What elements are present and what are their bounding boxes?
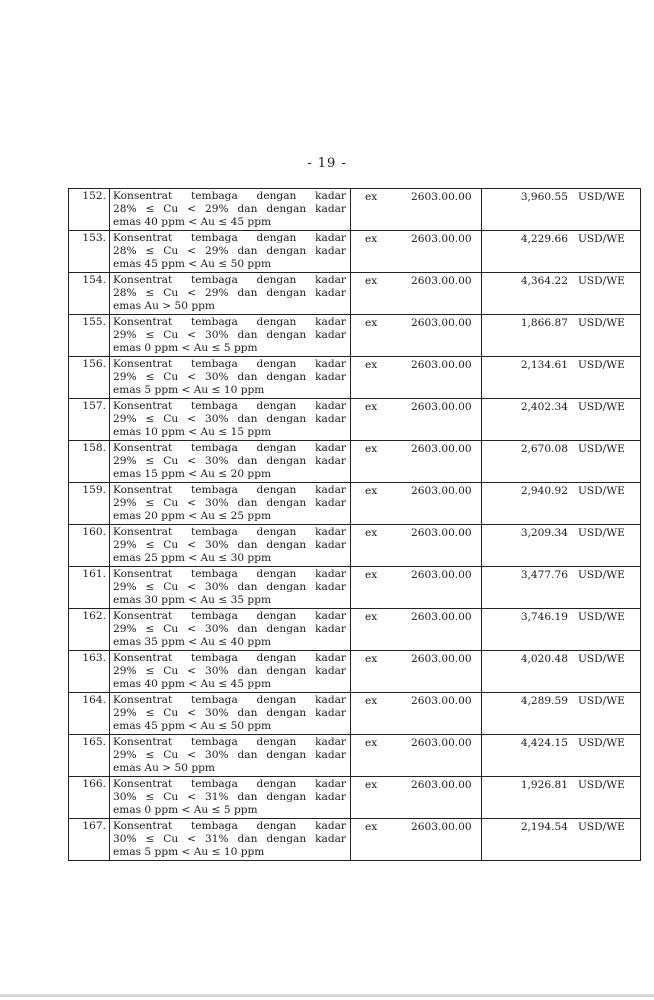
ex-prefix: ex (365, 485, 378, 497)
description-line: emas 5 ppm < Au ≤ 10 ppm (113, 384, 265, 396)
reference-price-cell (482, 441, 641, 483)
price-value: 4,020.48 (520, 653, 568, 665)
table-row (69, 735, 641, 777)
page-number: - 19 - (307, 156, 347, 171)
product-description (110, 819, 351, 861)
product-description (110, 567, 351, 609)
ex-prefix: ex (365, 233, 378, 245)
description-line: emas 30 ppm < Au ≤ 35 ppm (113, 594, 272, 606)
reference-price-cell (482, 777, 641, 819)
table-row (69, 819, 641, 861)
price-unit: USD/WE (578, 779, 625, 791)
product-description (110, 777, 351, 819)
price-unit: USD/WE (578, 191, 625, 203)
price-value: 2,670.08 (520, 443, 568, 455)
hs-code-cell (351, 189, 482, 231)
product-description (110, 525, 351, 567)
price-unit: USD/WE (578, 653, 625, 665)
table-row (69, 315, 641, 357)
price-unit: USD/WE (578, 359, 625, 371)
hs-code: 2603.00.00 (411, 485, 472, 497)
price-value: 4,229.66 (520, 233, 568, 245)
price-value: 1,866.87 (520, 317, 568, 329)
description-line: emas 5 ppm < Au ≤ 10 ppm (113, 846, 265, 858)
row-number: 161. (69, 567, 110, 609)
description-line: 29% ≤ Cu < 30% dan dengan kadar (113, 539, 346, 551)
hs-code-cell (351, 609, 482, 651)
row-number: 160. (69, 525, 110, 567)
reference-price-cell (482, 735, 641, 777)
product-description (110, 189, 351, 231)
reference-price-cell (482, 357, 641, 399)
price-unit: USD/WE (578, 275, 625, 287)
hs-code-cell (351, 525, 482, 567)
description-line: 29% ≤ Cu < 30% dan dengan kadar (113, 749, 346, 761)
table-row (69, 525, 641, 567)
price-value: 4,289.59 (520, 695, 568, 707)
hs-code-cell (351, 315, 482, 357)
description-line: Konsentrat tembaga dengan kadar (113, 652, 346, 664)
row-number: 153. (69, 231, 110, 273)
description-line: Konsentrat tembaga dengan kadar (113, 568, 346, 580)
row-number: 167. (69, 819, 110, 861)
row-number: 154. (69, 273, 110, 315)
description-line: 29% ≤ Cu < 30% dan dengan kadar (113, 707, 346, 719)
product-description (110, 315, 351, 357)
price-value: 2,940.92 (520, 485, 568, 497)
hs-code: 2603.00.00 (411, 317, 472, 329)
product-description (110, 231, 351, 273)
table-row (69, 231, 641, 273)
table-row (69, 567, 641, 609)
ex-prefix: ex (365, 359, 378, 371)
description-line: 29% ≤ Cu < 30% dan dengan kadar (113, 623, 346, 635)
reference-price-cell (482, 819, 641, 861)
description-line: Konsentrat tembaga dengan kadar (113, 526, 346, 538)
description-line: 28% ≤ Cu < 29% dan dengan kadar (113, 287, 346, 299)
reference-price-cell (482, 651, 641, 693)
description-line: Konsentrat tembaga dengan kadar (113, 610, 346, 622)
hs-code-cell (351, 483, 482, 525)
row-number: 162. (69, 609, 110, 651)
reference-price-cell (482, 525, 641, 567)
ex-prefix: ex (365, 191, 378, 203)
hs-code: 2603.00.00 (411, 821, 472, 833)
table-row (69, 609, 641, 651)
price-value: 2,402.34 (520, 401, 568, 413)
row-number: 163. (69, 651, 110, 693)
description-line: 29% ≤ Cu < 30% dan dengan kadar (113, 455, 346, 467)
hs-code-cell (351, 357, 482, 399)
description-line: 29% ≤ Cu < 30% dan dengan kadar (113, 497, 346, 509)
reference-price-cell (482, 693, 641, 735)
description-line: Konsentrat tembaga dengan kadar (113, 442, 346, 454)
ex-prefix: ex (365, 527, 378, 539)
table-row (69, 483, 641, 525)
price-unit: USD/WE (578, 317, 625, 329)
row-number: 166. (69, 777, 110, 819)
table-row (69, 357, 641, 399)
price-unit: USD/WE (578, 737, 625, 749)
hs-code-cell (351, 567, 482, 609)
hs-code: 2603.00.00 (411, 779, 472, 791)
hs-code-cell (351, 735, 482, 777)
description-line: 30% ≤ Cu < 31% dan dengan kadar (113, 833, 346, 845)
product-description (110, 609, 351, 651)
row-number: 164. (69, 693, 110, 735)
description-line: Konsentrat tembaga dengan kadar (113, 778, 346, 790)
hs-code-cell (351, 399, 482, 441)
price-value: 1,926.81 (520, 779, 568, 791)
price-value: 3,960.55 (520, 191, 568, 203)
price-value: 2,134.61 (520, 359, 568, 371)
row-number: 155. (69, 315, 110, 357)
reference-price-cell (482, 399, 641, 441)
description-line: emas 40 ppm < Au ≤ 45 ppm (113, 216, 272, 228)
price-unit: USD/WE (578, 611, 625, 623)
reference-price-cell (482, 315, 641, 357)
hs-code: 2603.00.00 (411, 569, 472, 581)
table-row (69, 189, 641, 231)
table-row (69, 399, 641, 441)
description-line: Konsentrat tembaga dengan kadar (113, 736, 346, 748)
product-description (110, 357, 351, 399)
description-line: Konsentrat tembaga dengan kadar (113, 820, 346, 832)
reference-price-cell (482, 273, 641, 315)
row-number: 158. (69, 441, 110, 483)
description-line: emas 40 ppm < Au ≤ 45 ppm (113, 678, 272, 690)
price-value: 3,746.19 (520, 611, 568, 623)
description-line: Konsentrat tembaga dengan kadar (113, 484, 346, 496)
hs-code-cell (351, 819, 482, 861)
reference-price-cell (482, 189, 641, 231)
description-line: emas Au > 50 ppm (113, 300, 215, 312)
hs-code-cell (351, 693, 482, 735)
ex-prefix: ex (365, 695, 378, 707)
description-line: Konsentrat tembaga dengan kadar (113, 232, 346, 244)
table-row (69, 693, 641, 735)
ex-prefix: ex (365, 317, 378, 329)
row-number: 152. (69, 189, 110, 231)
ex-prefix: ex (365, 569, 378, 581)
product-description (110, 693, 351, 735)
hs-code: 2603.00.00 (411, 611, 472, 623)
description-line: 29% ≤ Cu < 30% dan dengan kadar (113, 371, 346, 383)
description-line: Konsentrat tembaga dengan kadar (113, 400, 346, 412)
table-row (69, 777, 641, 819)
ex-prefix: ex (365, 779, 378, 791)
description-line: 28% ≤ Cu < 29% dan dengan kadar (113, 245, 346, 257)
table-body (69, 189, 641, 861)
description-line: 29% ≤ Cu < 30% dan dengan kadar (113, 581, 346, 593)
hs-code: 2603.00.00 (411, 443, 472, 455)
price-unit: USD/WE (578, 821, 625, 833)
description-line: emas 25 ppm < Au ≤ 30 ppm (113, 552, 272, 564)
description-line: emas 45 ppm < Au ≤ 50 ppm (113, 720, 272, 732)
price-value: 2,194.54 (520, 821, 568, 833)
price-unit: USD/WE (578, 527, 625, 539)
hs-code: 2603.00.00 (411, 653, 472, 665)
product-description (110, 483, 351, 525)
description-line: Konsentrat tembaga dengan kadar (113, 694, 346, 706)
table-row (69, 441, 641, 483)
hs-code-cell (351, 777, 482, 819)
product-description (110, 735, 351, 777)
row-number: 159. (69, 483, 110, 525)
ex-prefix: ex (365, 653, 378, 665)
description-line: emas 0 ppm < Au ≤ 5 ppm (113, 804, 258, 816)
hs-code: 2603.00.00 (411, 737, 472, 749)
ex-prefix: ex (365, 821, 378, 833)
table-row (69, 651, 641, 693)
description-line: 29% ≤ Cu < 30% dan dengan kadar (113, 665, 346, 677)
ex-prefix: ex (365, 401, 378, 413)
price-unit: USD/WE (578, 485, 625, 497)
price-value: 4,364.22 (520, 275, 568, 287)
price-value: 3,477.76 (520, 569, 568, 581)
hs-code-cell (351, 441, 482, 483)
ex-prefix: ex (365, 275, 378, 287)
description-line: Konsentrat tembaga dengan kadar (113, 358, 346, 370)
hs-code: 2603.00.00 (411, 359, 472, 371)
row-number: 157. (69, 399, 110, 441)
description-line: emas 35 ppm < Au ≤ 40 ppm (113, 636, 272, 648)
hs-code-cell (351, 231, 482, 273)
hs-code-cell (351, 273, 482, 315)
description-line: emas 20 ppm < Au ≤ 25 ppm (113, 510, 272, 522)
price-unit: USD/WE (578, 695, 625, 707)
description-line: 29% ≤ Cu < 30% dan dengan kadar (113, 413, 346, 425)
description-line: emas 0 ppm < Au ≤ 5 ppm (113, 342, 258, 354)
product-description (110, 651, 351, 693)
price-unit: USD/WE (578, 443, 625, 455)
row-number: 156. (69, 357, 110, 399)
description-line: 28% ≤ Cu < 29% dan dengan kadar (113, 203, 346, 215)
hs-code: 2603.00.00 (411, 191, 472, 203)
hs-code: 2603.00.00 (411, 401, 472, 413)
reference-price-cell (482, 567, 641, 609)
ex-prefix: ex (365, 737, 378, 749)
price-unit: USD/WE (578, 569, 625, 581)
price-value: 3,209.34 (520, 527, 568, 539)
description-line: emas 15 ppm < Au ≤ 20 ppm (113, 468, 272, 480)
reference-price-cell (482, 231, 641, 273)
hs-code: 2603.00.00 (411, 695, 472, 707)
hs-code: 2603.00.00 (411, 275, 472, 287)
reference-price-cell (482, 609, 641, 651)
scan-edge-divider (0, 994, 654, 997)
product-description (110, 399, 351, 441)
table-row (69, 273, 641, 315)
ex-prefix: ex (365, 611, 378, 623)
product-description (110, 273, 351, 315)
ex-prefix: ex (365, 443, 378, 455)
row-number: 165. (69, 735, 110, 777)
hs-code: 2603.00.00 (411, 233, 472, 245)
reference-price-table (68, 188, 641, 861)
hs-code: 2603.00.00 (411, 527, 472, 539)
price-unit: USD/WE (578, 233, 625, 245)
reference-price-cell (482, 483, 641, 525)
description-line: Konsentrat tembaga dengan kadar (113, 274, 346, 286)
description-line: emas Au > 50 ppm (113, 762, 215, 774)
price-value: 4,424.15 (520, 737, 568, 749)
description-line: emas 45 ppm < Au ≤ 50 ppm (113, 258, 272, 270)
description-line: emas 10 ppm < Au ≤ 15 ppm (113, 426, 272, 438)
description-line: Konsentrat tembaga dengan kadar (113, 316, 346, 328)
hs-code-cell (351, 651, 482, 693)
price-unit: USD/WE (578, 401, 625, 413)
product-description (110, 441, 351, 483)
description-line: Konsentrat tembaga dengan kadar (113, 190, 346, 202)
description-line: 30% ≤ Cu < 31% dan dengan kadar (113, 791, 346, 803)
description-line: 29% ≤ Cu < 30% dan dengan kadar (113, 329, 346, 341)
